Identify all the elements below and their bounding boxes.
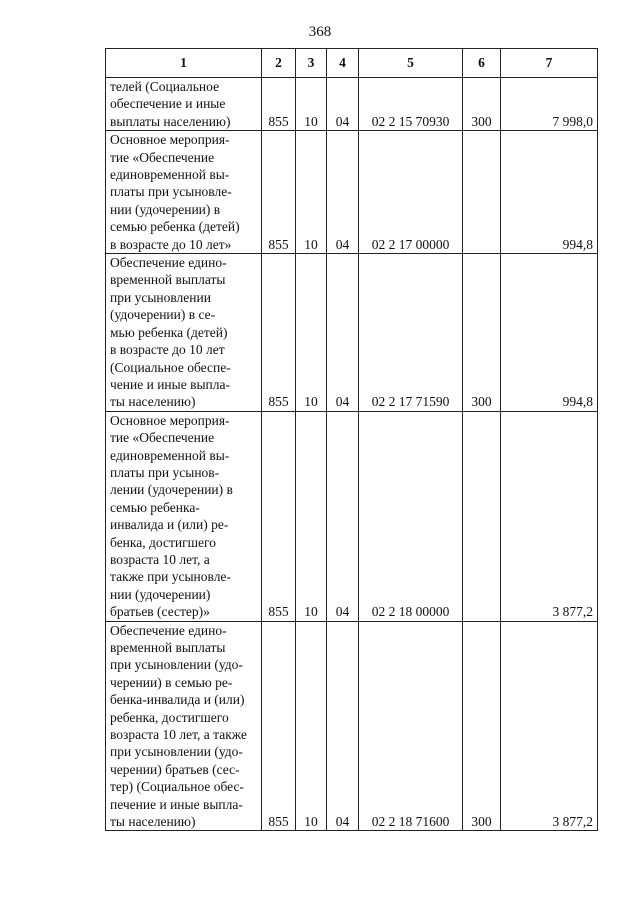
table-row <box>106 131 598 254</box>
description-line: семью ребенка (детей) <box>110 219 240 235</box>
subsection-code-cell: 04 <box>327 78 359 131</box>
description-line: телей (Социальное <box>110 79 220 94</box>
expense-type-cell: 300 <box>463 621 501 831</box>
description-line: (Социальное обеспе- <box>110 359 231 375</box>
description-line: братьев (сестер)» <box>110 604 210 620</box>
description-line: возраста 10 лет, а также <box>110 727 247 743</box>
description-line: временной выплаты <box>110 272 226 288</box>
description-line: также при усыновле- <box>110 569 231 585</box>
section-code-cell: 10 <box>296 131 327 254</box>
description-line: при усыновлении (удо- <box>110 744 243 760</box>
target-article-cell: 02 2 17 00000 <box>359 131 463 254</box>
description-line: бенка, достигшего <box>110 534 216 550</box>
description-line: платы при усыновле- <box>110 184 232 200</box>
description-line: инвалида и (или) ре- <box>110 517 229 533</box>
table-header-row <box>106 49 598 78</box>
header-col-4: 4 <box>327 49 359 78</box>
description-line: в возрасте до 10 лет» <box>110 236 232 252</box>
description-line: возраста 10 лет, а <box>110 551 210 567</box>
description-line: семью ребенка- <box>110 499 200 515</box>
table-row <box>106 254 598 412</box>
description-line: тие «Обеспечение <box>110 430 215 446</box>
header-col-1: 1 <box>106 49 262 78</box>
description-line: при усыновлении (удо- <box>110 657 243 673</box>
amount-cell: 994,8 <box>501 254 598 412</box>
budget-table <box>105 48 598 831</box>
description-line: мью ребенка (детей) <box>110 324 228 340</box>
description-line: единовременной вы- <box>110 167 230 183</box>
expense-type-cell <box>463 411 501 621</box>
target-article-cell: 02 2 18 71600 <box>359 621 463 831</box>
description-line: Обеспечение едино- <box>110 255 227 271</box>
expense-type-cell: 300 <box>463 254 501 412</box>
description-line: платы при усынов- <box>110 464 220 480</box>
description-line: лении (удочерении) в <box>110 482 233 498</box>
row-description <box>106 131 262 254</box>
row-description <box>106 78 262 131</box>
table-row <box>106 621 598 831</box>
header-col-2: 2 <box>262 49 296 78</box>
description-line: (удочерении) в се- <box>110 307 216 323</box>
header-col-7: 7 <box>501 49 598 78</box>
admin-code-cell: 855 <box>262 254 296 412</box>
subsection-code-cell: 04 <box>327 621 359 831</box>
target-article-cell: 02 2 17 71590 <box>359 254 463 412</box>
header-col-3: 3 <box>296 49 327 78</box>
expense-type-cell: 300 <box>463 78 501 131</box>
description-line: единовременной вы- <box>110 447 230 463</box>
description-line: в возрасте до 10 лет <box>110 342 225 358</box>
expense-type-cell <box>463 131 501 254</box>
description-line: печение и иные выпла- <box>110 796 243 812</box>
section-code-cell: 10 <box>296 411 327 621</box>
amount-cell: 994,8 <box>501 131 598 254</box>
header-col-5: 5 <box>359 49 463 78</box>
admin-code-cell: 855 <box>262 78 296 131</box>
row-description <box>106 621 262 831</box>
subsection-code-cell: 04 <box>327 131 359 254</box>
amount-cell: 7 998,0 <box>501 78 598 131</box>
admin-code-cell: 855 <box>262 621 296 831</box>
description-line: выплаты населению) <box>110 113 231 129</box>
subsection-code-cell: 04 <box>327 254 359 412</box>
description-line: тер) (Социальное обес- <box>110 779 244 795</box>
page-number: 368 <box>308 24 332 40</box>
target-article-cell: 02 2 15 70930 <box>359 78 463 131</box>
target-article-cell: 02 2 18 00000 <box>359 411 463 621</box>
description-line: чение и иные выпла- <box>110 376 230 392</box>
row-description <box>106 254 262 412</box>
subsection-code-cell: 04 <box>327 411 359 621</box>
amount-cell: 3 877,2 <box>501 621 598 831</box>
description-line: черении) братьев (сес- <box>110 761 240 777</box>
description-line: тие «Обеспечение <box>110 149 215 165</box>
row-description <box>106 411 262 621</box>
description-line: Основное мероприя- <box>110 132 230 148</box>
description-line: Обеспечение едино- <box>110 622 227 638</box>
admin-code-cell: 855 <box>262 411 296 621</box>
header-col-6: 6 <box>463 49 501 78</box>
description-line: черении) в семью ре- <box>110 674 233 690</box>
table-row <box>106 411 598 621</box>
amount-cell: 3 877,2 <box>501 411 598 621</box>
description-line: бенка-инвалида и (или) <box>110 692 245 708</box>
table-row <box>106 78 598 131</box>
section-code-cell: 10 <box>296 621 327 831</box>
description-line: нии (удочерении) <box>110 586 211 602</box>
admin-code-cell: 855 <box>262 131 296 254</box>
description-line: ты населению) <box>110 814 196 830</box>
description-line: Основное мероприя- <box>110 412 230 428</box>
section-code-cell: 10 <box>296 78 327 131</box>
description-line: ребенка, достигшего <box>110 709 229 725</box>
description-line: при усыновлении <box>110 289 211 305</box>
description-line: временной выплаты <box>110 640 226 655</box>
description-line: обеспечение и иные <box>110 96 226 112</box>
description-line: ты населению) <box>110 394 196 410</box>
description-line: нии (удочерении) в <box>110 201 221 217</box>
section-code-cell: 10 <box>296 254 327 412</box>
